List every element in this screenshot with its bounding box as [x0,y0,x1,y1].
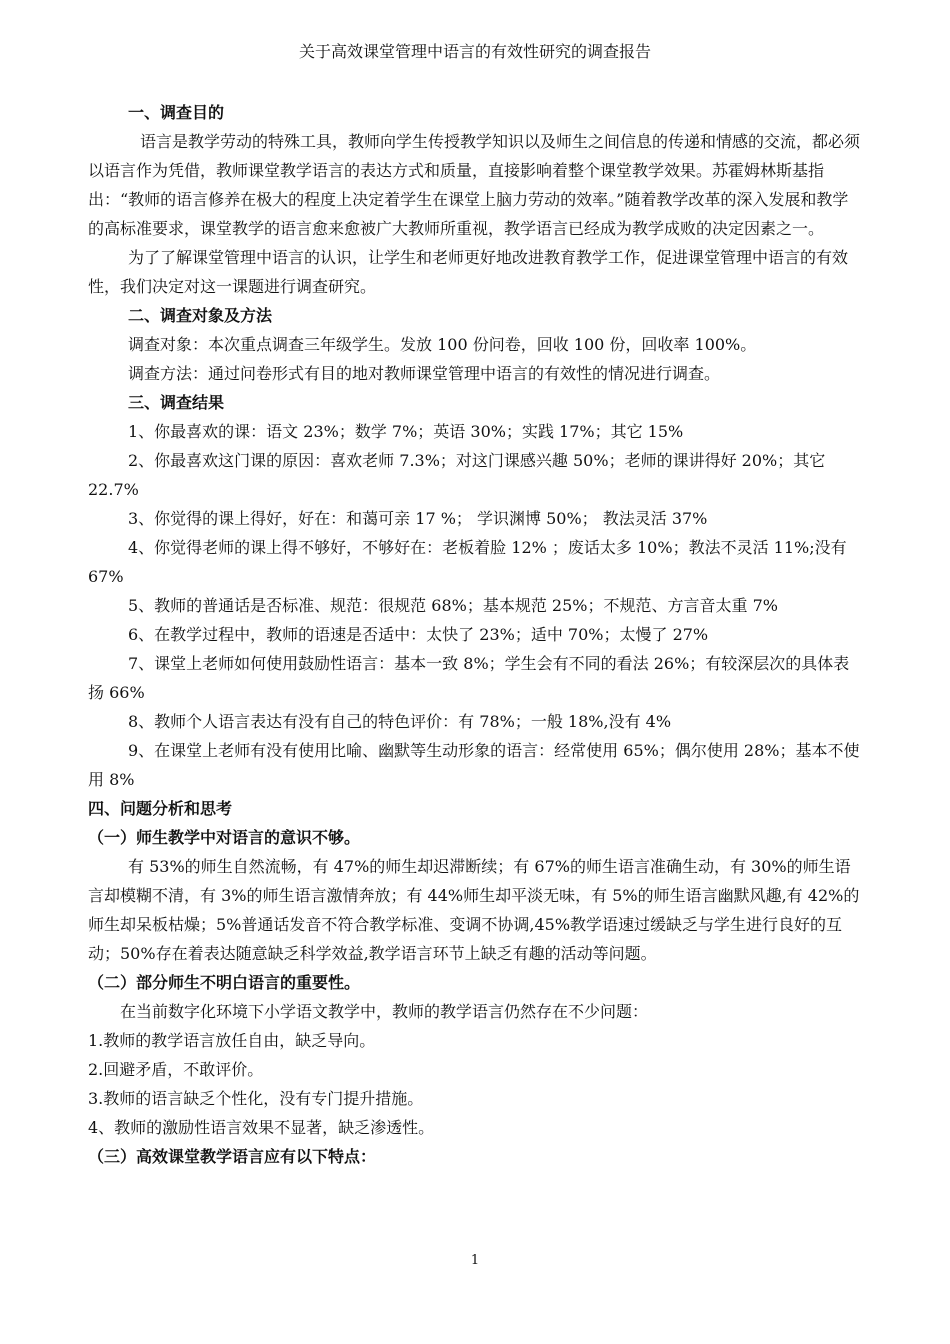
result-item: 6、在教学过程中，教师的语速是否适中：太快了 23%；适中 70%；太慢了 27% [128,625,709,644]
subheading-features: （三）高效课堂教学语言应有以下特点： [88,1147,377,1166]
result-item: 7、课堂上老师如何使用鼓励性语言：基本一致 8%；学生会有不同的看法 26%；有较深层次的具体表扬 66% [88,654,850,702]
paragraph-awareness: 有 53%的师生自然流畅，有 47%的师生却迟滞断续；有 67%的师生语言准确生动，有 30%的师生语言却模糊不清，有 3%的师生语言激情奔放；有 44%师生却平淡无味，有 5%的师生语言幽默风趣,有 42%的师生却呆板枯燥；5%普通话发音不符合教学标准、变调不协调,45%教学语速过缓缺乏与学生进行良好的互动；50%存在着表达随意缺乏科学效益,教学语言环节上缺乏有趣的活动等问题。 [88,857,860,963]
section-heading-results: 三、调查结果 [128,393,225,412]
section-heading-analysis: 四、问题分析和思考 [88,799,233,818]
result-item: 2、你最喜欢这门课的原因：喜欢老师 7.3%；对这门课感兴趣 50%；老师的课讲得好 20%；其它 22.7% [88,451,826,499]
document-title: 关于高效课堂管理中语言的有效性研究的调查报告 [298,42,651,61]
section-heading-subjects: 二、调查对象及方法 [128,306,273,325]
list-item: 2.回避矛盾，不敢评价。 [88,1060,264,1079]
section-heading-purpose: 一、调查目的 [128,103,225,122]
subheading-importance: （二）部分师生不明白语言的重要性。 [88,973,361,992]
result-item: 1、你最喜欢的课：语文 23%；数学 7%；英语 30%；实践 17%；其它 15% [128,422,684,441]
list-item: 3.教师的语言缺乏个性化，没有专门提升措施。 [88,1089,424,1108]
result-item: 9、在课堂上老师有没有使用比喻、幽默等生动形象的语言：经常使用 65%；偶尔使用 28%；基本不使用 8% [88,741,860,789]
paragraph-purpose-1: 语言是教学劳动的特殊工具，教师向学生传授教学知识以及师生之间信息的传递和情感的交流，都必须以语言作为凭借，教师课堂教学语言的表达方式和质量，直接影响着整个课堂教学效果。苏霍姆林斯基指出：“教师的语言修养在极大的程度上决定着学生在课堂上脑力劳动的效率。”随着教学改革的深入发展和教学的高标准要求，课堂教学的语言愈来愈被广大教师所重视，教学语言已经成为教学成败的决定因素之一。 [88,132,861,238]
paragraph-purpose-2: 为了了解课堂管理中语言的认识，让学生和老师更好地改进教育教学工作，促进课堂管理中语言的有效性，我们决定对这一课题进行调查研究。 [88,248,849,296]
result-item: 3、你觉得的课上得好，好在：和蔼可亲 17 %； 学识渊博 50%； 教法灵活 37% [128,509,708,528]
paragraph-importance-intro: 在当前数字化环境下小学语文教学中，教师的教学语言仍然存在不少问题： [120,1002,649,1021]
result-item: 8、教师个人语言表达有没有自己的特色评价：有 78%；一般 18%,没有 4% [128,712,672,731]
result-item: 4、你觉得老师的课上得不够好，不够好在：老板着脸 12% ；废话太多 10%；教法不灵活 11%;没有 67% [88,538,847,586]
list-item: 1.教师的教学语言放任自由，缺乏导向。 [88,1031,376,1050]
document-body [88,98,863,1171]
page-number: 1 [470,1253,480,1268]
subheading-awareness: （一）师生教学中对语言的意识不够。 [88,828,361,847]
result-item: 5、教师的普通话是否标准、规范：很规范 68%；基本规范 25%；不规范、方言音太重 7% [128,596,778,615]
list-item: 4、教师的激励性语言效果不显著，缺乏渗透性。 [88,1118,435,1137]
paragraph-survey-object: 调查对象：本次重点调查三年级学生。发放 100 份问卷，回收 100 份，回收率 100%。 [128,335,757,354]
paragraph-survey-method: 调查方法：通过问卷形式有目的地对教师课堂管理中语言的有效性的情况进行调查。 [128,364,721,383]
